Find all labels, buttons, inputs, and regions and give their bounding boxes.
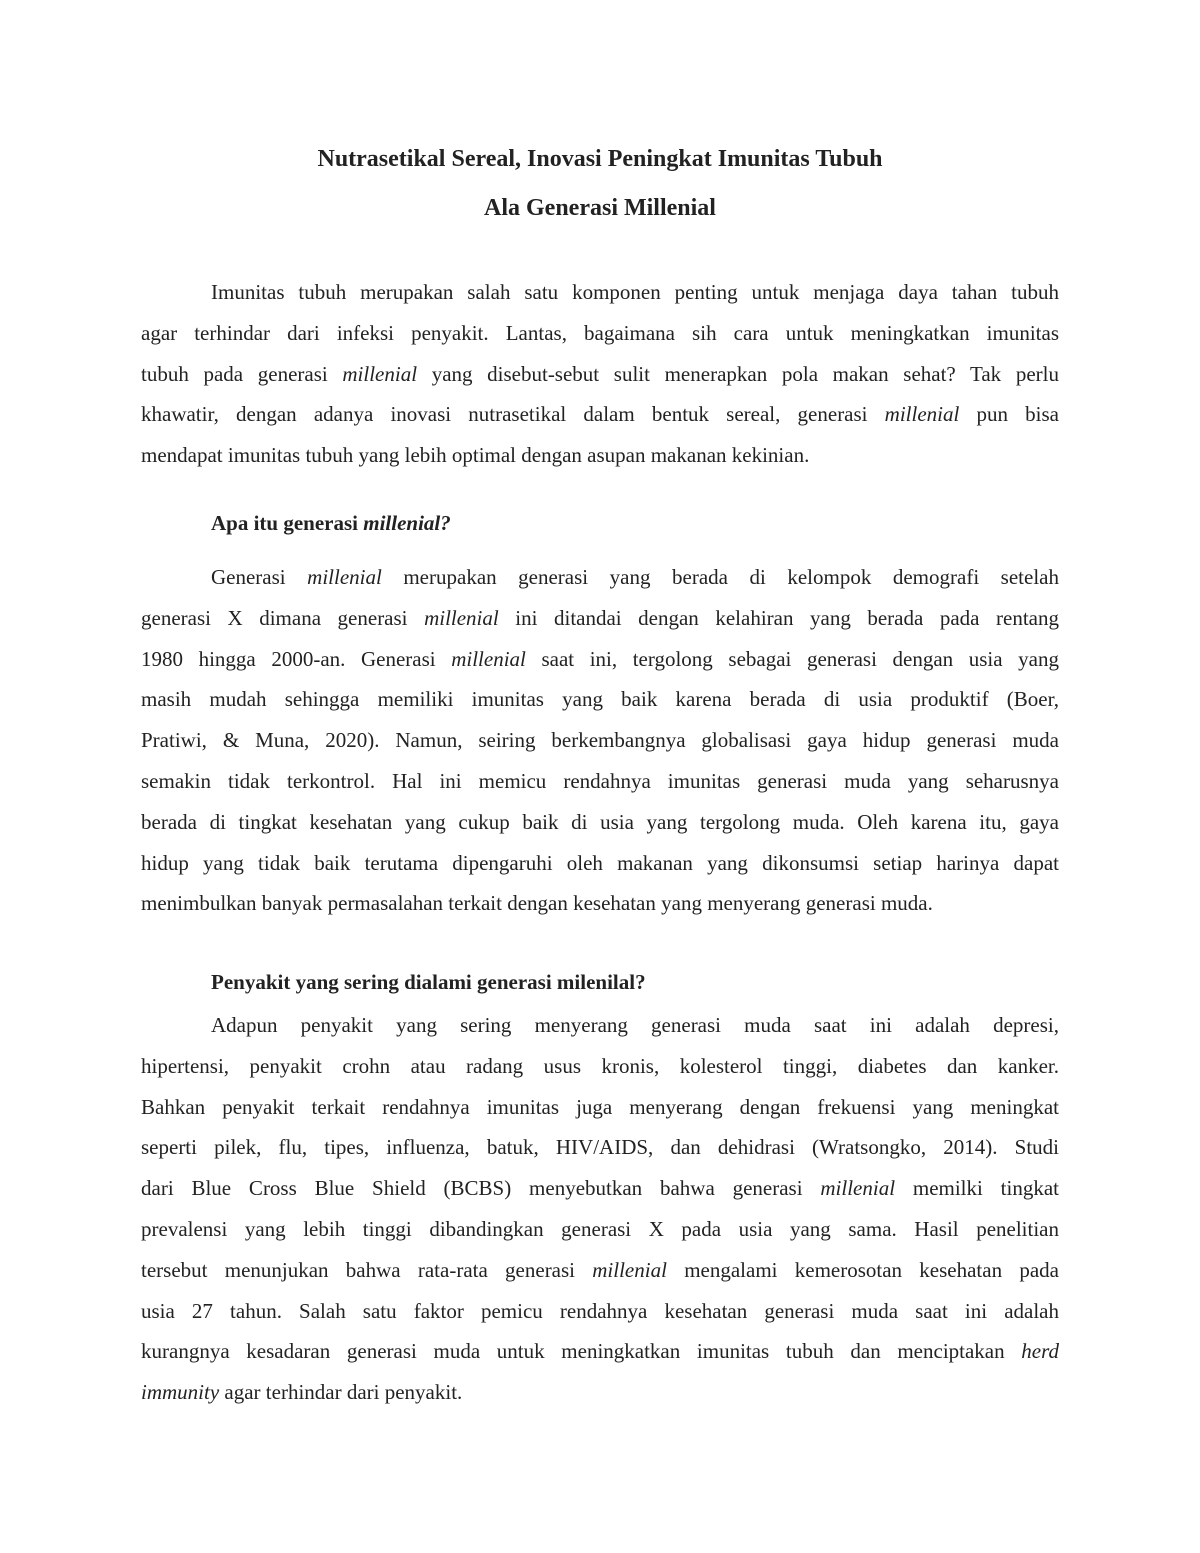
heading-italic-text: millenial?: [363, 511, 451, 535]
document-title-line-2: Ala Generasi Millenial: [484, 195, 716, 221]
heading-text: Apa itu generasi: [211, 511, 364, 535]
italic-text: millenial: [307, 565, 382, 589]
text-line: Adapun penyakit yang sering menyerang generasi muda saat ini adalah depresi,: [211, 1013, 1059, 1037]
text-line: masih mudah sehingga memiliki imunitas yang baik karena berada di usia produktif (Boer,: [141, 687, 1059, 712]
text-line: prevalensi yang lebih tinggi dibandingkan generasi X pada usia yang sama. Hasil penelitian: [141, 1216, 1059, 1241]
text-line: Imunitas tubuh merupakan salah satu komponen penting untuk menjaga daya tahan tubuh: [211, 280, 1059, 304]
text-line: berada di tingkat kesehatan yang cukup baik di usia yang tergolong muda. Oleh karena itu, gaya: [141, 809, 1059, 834]
text-line: dari Blue Cross Blue Shield (BCBS) menyebutkan bahwa generasi millenial memilki tingkat: [141, 1176, 1059, 1201]
italic-text: millenial: [592, 1257, 667, 1282]
paragraph-millenial-definition: [141, 557, 1059, 924]
italic-text: millenial: [884, 402, 960, 427]
section-heading-diseases: Penyakit yang sering dialami generasi milenilal?: [211, 970, 646, 994]
italic-text: immunity: [141, 1380, 220, 1405]
paragraph-diseases: [141, 1005, 1059, 1413]
text-line: Pratiwi, & Muna, 2020). Namun, seiring berkembangnya globalisasi gaya hidup generasi muda: [141, 728, 1059, 753]
text-line: 1980 hingga 2000-an. Generasi millenial saat ini, tergolong sebagai generasi dengan usia yang: [141, 646, 1059, 671]
italic-text: herd: [1021, 1339, 1059, 1364]
italic-text: millenial: [342, 361, 418, 386]
text-line: agar terhindar dari infeksi penyakit. Lantas, bagaimana sih cara untuk meningkatkan imunitas: [141, 320, 1059, 345]
text-line: Generasi millenial merupakan generasi yang berada di kelompok demografi setelah: [211, 565, 1059, 589]
section-heading-millenial: [211, 509, 451, 537]
document-title-line-1: Nutrasetikal Sereal, Inovasi Peningkat Imunitas Tubuh: [317, 146, 883, 172]
text-line: tubuh pada generasi millenial yang disebut-sebut sulit menerapkan pola makan sehat? Tak perlu: [141, 361, 1059, 386]
text-line: kurangnya kesadaran generasi muda untuk meningkatkan imunitas tubuh dan menciptakan herd: [141, 1339, 1059, 1364]
text-line: hipertensi, penyakit crohn atau radang usus kronis, kolesterol tinggi, diabetes dan kanker.: [141, 1053, 1059, 1078]
text-line: seperti pilek, flu, tipes, influenza, batuk, HIV/AIDS, dan dehidrasi (Wratsongko, 2014). Studi: [141, 1135, 1059, 1160]
text-line: usia 27 tahun. Salah satu faktor pemicu rendahnya kesehatan generasi muda saat ini adalah: [141, 1298, 1059, 1323]
text-line: hidup yang tidak baik terutama dipengaruhi oleh makanan yang dikonsumsi setiap harinya dapat: [141, 850, 1059, 875]
text-line: generasi X dimana generasi millenial ini ditandai dengan kelahiran yang berada pada rentang: [141, 605, 1060, 630]
text-line: Bahkan penyakit terkait rendahnya imunitas juga menyerang dengan frekuensi yang meningkat: [141, 1094, 1059, 1119]
text-line: immunity agar terhindar dari penyakit.: [141, 1380, 463, 1405]
italic-text: millenial: [820, 1176, 896, 1201]
text-line: semakin tidak terkontrol. Hal ini memicu rendahnya imunitas generasi muda yang seharusnya: [141, 768, 1059, 793]
text-line: khawatir, dengan adanya inovasi nutrasetikal dalam bentuk sereal, generasi millenial pun bisa: [141, 402, 1059, 427]
italic-text: millenial: [451, 646, 526, 671]
text-line: tersebut menunjukan bahwa rata-rata generasi millenial mengalami kemerosotan kesehatan pada: [141, 1257, 1059, 1282]
italic-text: millenial: [424, 605, 499, 630]
paragraph-intro: [141, 272, 1059, 476]
text-line: mendapat imunitas tubuh yang lebih optimal dengan asupan makanan kekinian.: [141, 443, 810, 468]
text-line: menimbulkan banyak permasalahan terkait dengan kesehatan yang menyerang generasi muda.: [141, 891, 933, 916]
